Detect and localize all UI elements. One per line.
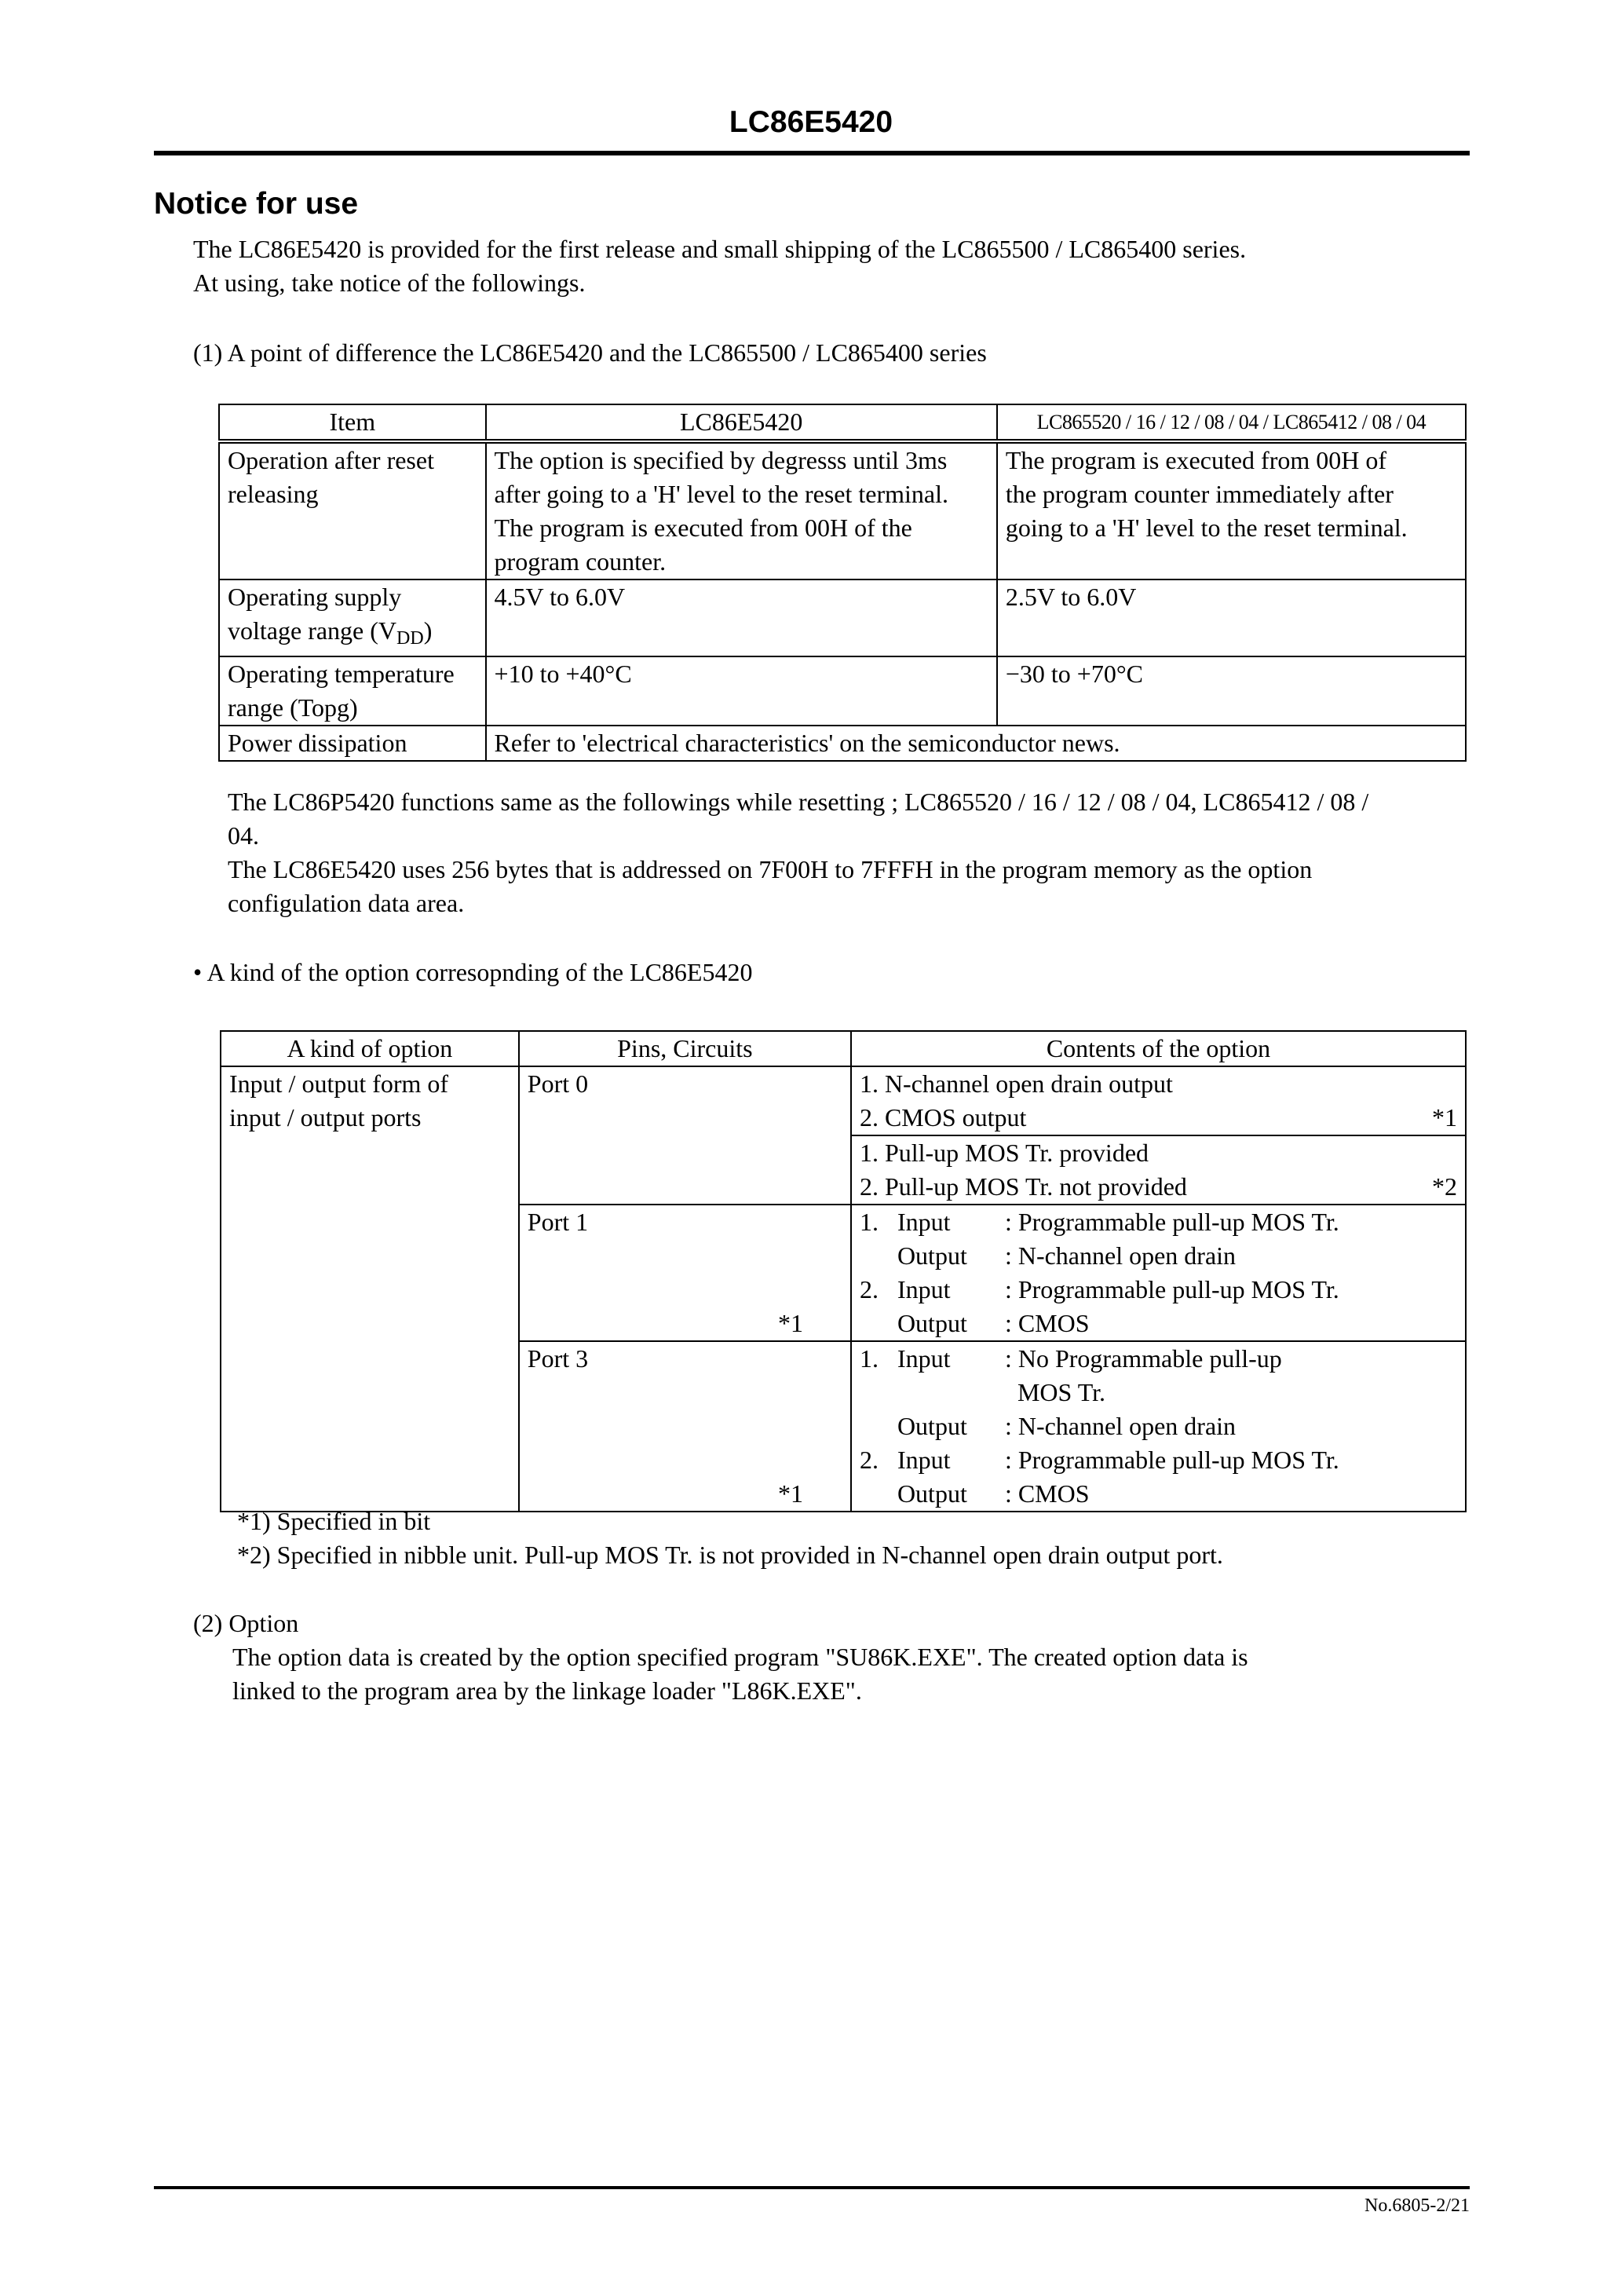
cell-text: Input — [897, 1446, 951, 1474]
option-port0-group1-cell — [851, 1066, 1466, 1135]
cell-line: Refer to 'electrical characteristics' on the semiconductor news. — [494, 729, 1120, 757]
cell-text: Input — [897, 1344, 951, 1373]
cell-text: : Programmable pull-up MOS Tr. — [1004, 1208, 1339, 1236]
table-row — [219, 579, 1466, 656]
option-port0-cell — [519, 1066, 851, 1205]
cell-text: voltage range (V — [228, 616, 397, 645]
difference-series-cell — [997, 441, 1466, 579]
cell-line — [860, 1170, 1457, 1204]
cell-text: 2. — [859, 1275, 879, 1303]
cell-line: Operating temperature — [228, 660, 455, 688]
difference-item-cell — [219, 441, 486, 579]
note-paragraph-1-line-1: The LC86P5420 functions same as the followings while resetting ; LC865520 / 16 / 12 / 08 / 04, LC865412 / 08 / — [228, 788, 1369, 816]
cell-text: Output — [897, 1412, 967, 1440]
intro-line-1: The LC86E5420 is provided for the first release and small shipping of the LC865500 / LC865400 series. — [193, 235, 1247, 263]
cell-line — [860, 1273, 1457, 1307]
document-header-title: LC86E5420 — [729, 105, 893, 139]
cell-line — [860, 1307, 1457, 1340]
option-port0-group2-cell — [851, 1135, 1466, 1205]
difference-e5420-cell — [486, 579, 997, 656]
cell-line: Port 0 — [527, 1069, 589, 1098]
cell-line — [860, 1205, 1457, 1239]
option-port1-cell — [519, 1205, 851, 1341]
difference-table — [218, 404, 1467, 762]
page-number: No.6805-2/21 — [1364, 2195, 1470, 2216]
cell-text: Output — [897, 1309, 967, 1337]
difference-item-cell — [219, 579, 486, 656]
cell-line — [860, 1101, 1457, 1135]
cell-line: releasing — [228, 480, 319, 508]
footnote-marker: *1 — [1432, 1103, 1457, 1132]
section-title: Notice for use — [154, 187, 359, 221]
cell-line — [860, 1376, 1457, 1409]
cell-text: : CMOS — [1004, 1309, 1090, 1337]
option-port1-contents-cell — [851, 1205, 1466, 1341]
cell-text: 2. — [859, 1446, 879, 1474]
difference-merged-cell — [486, 726, 1466, 761]
cell-text: 1. — [859, 1208, 879, 1236]
footnote-marker: *1 — [777, 1479, 803, 1508]
cell-line: +10 to +40°C — [494, 660, 632, 688]
difference-item-cell — [219, 726, 486, 761]
option-header-kind: A kind of option — [221, 1031, 519, 1066]
table-row — [219, 441, 1466, 579]
cell-text: Output — [897, 1241, 967, 1270]
part1-heading: (1) A point of difference the LC86E5420 and the LC865500 / LC865400 series — [193, 338, 987, 367]
note-paragraph-2-line-1: The LC86E5420 uses 256 bytes that is addressed on 7F00H to 7FFFH in the program memory as the option — [228, 855, 1313, 883]
part2-line-1: The option data is created by the option specified program "SU86K.EXE". The created option data is — [232, 1643, 1248, 1671]
cell-text: 2. Pull-up MOS Tr. not provided — [859, 1172, 1187, 1201]
subscript-text: DD — [396, 628, 424, 649]
option-header-pins: Pins, Circuits — [519, 1031, 851, 1066]
difference-item-cell — [219, 656, 486, 726]
table-row — [221, 1066, 1466, 1135]
intro-line-2: At using, take notice of the followings. — [193, 269, 586, 297]
difference-e5420-cell — [486, 656, 997, 726]
cell-text: Input — [897, 1208, 951, 1236]
cell-line: Input / output form of — [229, 1069, 449, 1098]
cell-line: The option is specified by degresss until 3ms — [494, 446, 948, 474]
cell-line: range (Topg) — [228, 693, 358, 722]
footnote-1: *1) Specified in bit — [237, 1507, 431, 1535]
cell-line — [860, 1443, 1457, 1477]
cell-text: : N-channel open drain — [1004, 1241, 1237, 1270]
part2-line-2: linked to the program area by the linkage loader "L86K.EXE". — [232, 1676, 862, 1705]
cell-line — [860, 1239, 1457, 1273]
cell-line: input / output ports — [229, 1103, 422, 1132]
cell-line — [860, 1477, 1457, 1511]
cell-text: Output — [897, 1479, 967, 1508]
part2-heading: (2) Option — [193, 1609, 299, 1637]
cell-line: 1. N-channel open drain output — [859, 1069, 1173, 1098]
cell-line: Operating supply — [228, 583, 402, 611]
cell-text: Input — [897, 1275, 951, 1303]
difference-series-cell — [997, 656, 1466, 726]
cell-line: The program is executed from 00H of — [1005, 446, 1386, 474]
cell-text: : No Programmable pull-up — [1004, 1344, 1282, 1373]
option-header-contents: Contents of the option — [851, 1031, 1466, 1066]
table-row — [219, 656, 1466, 726]
cell-line: −30 to +70°C — [1005, 660, 1143, 688]
note-paragraph-2-line-2: configulation data area. — [228, 889, 465, 917]
difference-table-header-row — [219, 404, 1466, 441]
difference-series-cell — [997, 579, 1466, 656]
cell-line: 1. Pull-up MOS Tr. provided — [859, 1139, 1149, 1167]
option-kind-cell — [221, 1066, 519, 1512]
cell-line: 4.5V to 6.0V — [494, 583, 626, 611]
cell-text: 2. CMOS output — [859, 1103, 1027, 1132]
cell-text: : CMOS — [1004, 1479, 1090, 1508]
footnote-marker: *1 — [777, 1309, 803, 1337]
cell-text: MOS Tr. — [1004, 1378, 1106, 1406]
cell-line: Port 1 — [527, 1208, 589, 1236]
difference-header-item: Item — [219, 404, 486, 441]
footnote-2: *2) Specified in nibble unit. Pull-up MOS Tr. is not provided in N-channel open drain output port. — [237, 1541, 1223, 1569]
cell-line: Operation after reset — [228, 446, 434, 474]
option-bullet-heading: • A kind of the option corresopnding of the LC86E5420 — [193, 958, 753, 986]
option-port3-contents-cell — [851, 1341, 1466, 1512]
footnote-marker: *2 — [1432, 1172, 1457, 1201]
cell-line: after going to a 'H' level to the reset terminal. — [494, 480, 948, 508]
cell-line — [860, 1342, 1457, 1376]
cell-text: 1. — [859, 1344, 879, 1373]
cell-text: : Programmable pull-up MOS Tr. — [1004, 1275, 1339, 1303]
option-table — [220, 1030, 1467, 1512]
cell-line — [228, 614, 485, 656]
option-port3-cell — [519, 1341, 851, 1512]
footer-rule — [154, 2186, 1470, 2189]
cell-text: : N-channel open drain — [1004, 1412, 1237, 1440]
difference-header-series: LC865520 / 16 / 12 / 08 / 04 / LC865412 / 08 / 04 — [997, 404, 1466, 441]
difference-header-lc86e5420: LC86E5420 — [486, 404, 997, 441]
cell-line: going to a 'H' level to the reset terminal. — [1005, 514, 1408, 542]
option-table-header-row — [221, 1031, 1466, 1066]
cell-line: The program is executed from 00H of the — [494, 514, 912, 542]
cell-line: Power dissipation — [228, 729, 407, 757]
cell-line — [860, 1409, 1457, 1443]
header-rule — [154, 151, 1470, 155]
cell-text: ) — [423, 616, 433, 645]
cell-line: the program counter immediately after — [1005, 480, 1394, 508]
cell-text: : Programmable pull-up MOS Tr. — [1004, 1446, 1339, 1474]
difference-e5420-cell — [486, 441, 997, 579]
cell-line: Port 3 — [527, 1344, 589, 1373]
cell-line: program counter. — [494, 547, 667, 576]
note-paragraph-1-line-2: 04. — [228, 821, 259, 850]
table-row — [219, 726, 1466, 761]
cell-line: 2.5V to 6.0V — [1005, 583, 1137, 611]
